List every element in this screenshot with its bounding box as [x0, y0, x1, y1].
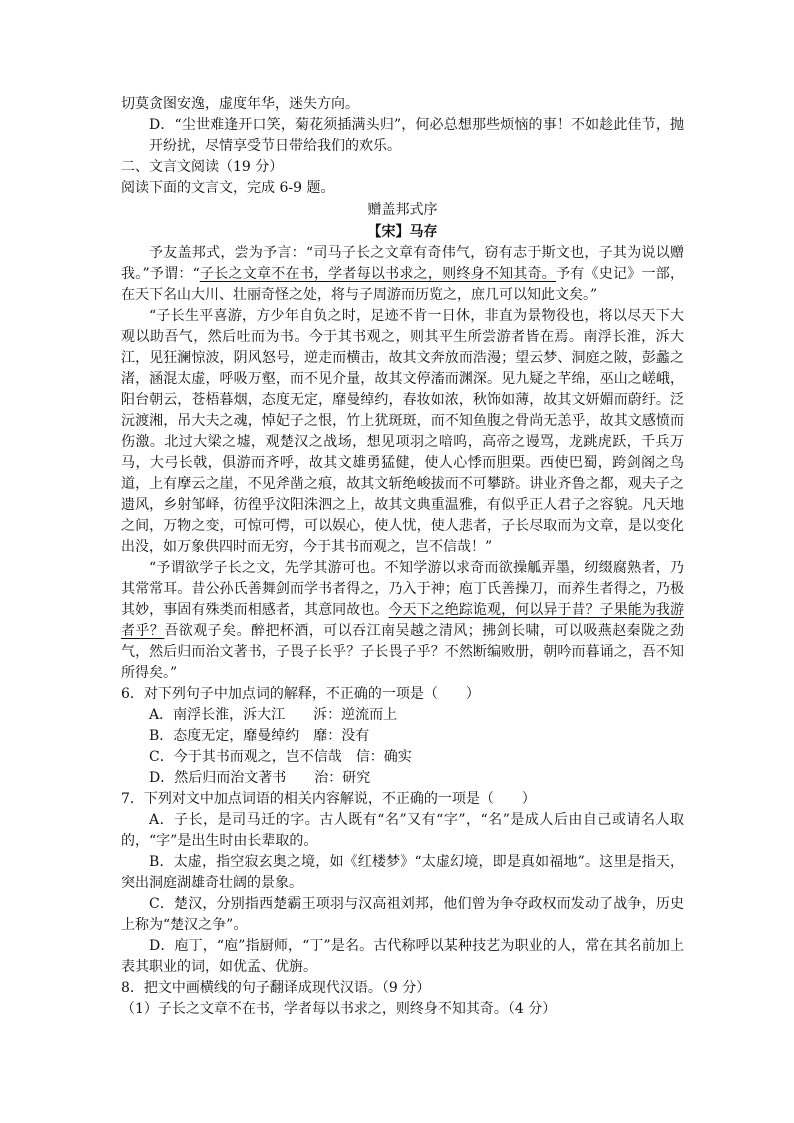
question-7-stem: 7．下列对文中加点词语的相关内容解说，不正确的一项是（ ）: [121, 791, 536, 807]
paragraph-1-text-a: 予友盖邦式，尝为予言：“司马子长之文章有奇伟气，窃有志于斯文也，子其为说以赠我。”予谓：“: [121, 245, 684, 282]
question-6-option-b: B．态度无定，靡曼绰约 靡：没有: [149, 728, 370, 744]
question-8-sub-1: （1）子长之文章不在书，学者每以书求之，则终身不知其奇。（4 分）: [121, 1001, 557, 1017]
article-paragraph-3: [121, 558, 684, 684]
underlined-sentence-2: 今天下之绝踪诡观，何以异于昔？子果能为我游者乎？: [121, 602, 685, 639]
paragraph-3-text-a: “予谓欲学子长之文，先学其游可也。不知学游以求奇而欲操觚弄墨，纫缀腐熟者，乃其常常耳。昔公孙氏善舞剑而学书者得之，乃入于神；庖丁氏善操刀，而养生者得之，乃极其妙，事固有殊类而相感者，其意同故也。: [121, 560, 684, 618]
question-7-option-c: C．楚汉，分别指西楚霸王项羽与汉高祖刘邦，他们曾为争夺政权而发动了战争，历史上称为“楚汉之争”。: [121, 896, 684, 933]
underlined-sentence-1: 子长之文章不在书，学者每以书求之，则终身不知其奇。: [199, 266, 557, 282]
paragraph-3-text-b: 吾欲观子矣。醉把杯酒，可以吞江南吴越之清风；拂剑长啸，可以吸燕赵秦陇之劲气，然后归而治文著书，子畏子长乎？子长畏子乎？不然断编败册，朝吟而暮诵之，吾不知所得矣。”: [121, 623, 684, 681]
paragraph-1-text-b: 予有《史记》一部，在天下名山大川、壮丽奇怪之处，将与子周游而历览之，庶几可以知此文矣。”: [121, 266, 684, 303]
question-6-option-c: C．今于其书而观之，岂不信哉 信：确实: [149, 749, 412, 765]
article-title: 赠盖邦式序: [367, 202, 438, 218]
question-6-stem: 6．对下列句子中加点词的解释，不正确的一项是（ ）: [121, 686, 480, 702]
article-author: 【宋】马存: [367, 224, 438, 240]
section-instruction: 阅读下面的文言文，完成 6-9 题。: [121, 180, 335, 196]
question-7-option-a: A．子长，是司马迁的字。古人既有“名”又有“字”，“名”是成人后由自己或请名人取的，“字”是出生时由长辈取的。: [121, 812, 684, 849]
question-6-option-a: A．南浮长淮，泝大江 泝：逆流而上: [149, 707, 398, 723]
option-d-previous-question: D．“尘世难逢开口笑，菊花须插满头归”，何必总想那些烦恼的事！不如趁此佳节，抛开纷扰，尽情享受节日带给我们的欢乐。: [149, 117, 684, 154]
continued-text-line: 切莫贪图安逸，虚度年华，迷失方向。: [121, 96, 359, 112]
question-6-option-d: D．然后归而治文著书 治：研究: [149, 770, 371, 786]
section-heading: 二、文言文阅读（19 分）: [121, 159, 284, 175]
question-7-option-d: D．庖丁，“庖”指厨师，“丁”是名。古代称呼以某种技艺为职业的人，常在其名前加上表其职业的词，如优孟、优旃。: [121, 938, 684, 975]
question-8-stem: 8．把文中画横线的句子翻译成现代汉语。（9 分）: [121, 980, 431, 996]
article-paragraph-1: [121, 243, 684, 306]
article-paragraph-2: “子长生平喜游，方少年自负之时，足迹不肯一日休，非直为景物役也，将以尽天下大观以助吾气，然后吐而为书。今于其书观之，则其平生所尝游者皆在焉。南浮长淮，泝大江，见狂澜惊波，阴风怒号，逆走而横击，故其文奔放而浩漫；望云梦、洞庭之陂，彭蠡之渚，涵混太虚，呼吸万壑，而不见介量，故其文停滀而渊深。见九疑之芊绵，巫山之嵯峨，阳台朝云，苍梧暮烟，态度无定，靡曼绰约，春妆如浓，秋饰如薄，故其文妍媚而蔚纡。泛沅渡湘，吊大夫之魂，悼妃子之恨，竹上犹斑斑，而不知鱼腹之骨尚无恙乎，故其文感愤而伤激。北过大梁之墟，观楚汉之战场，想见项羽之喑呜，高帝之谩骂，龙跳虎跃，千兵万马，大弓长戟，俱游而齐呼，故其文雄勇猛健，使人心悸而胆栗。西使巴蜀，跨剑阁之鸟道，上有摩云之崖，不见斧凿之痕，故其文斩绝峻拔而不可攀跻。讲业齐鲁之都，观夫子之遗风，乡射邹峄，彷徨乎汶阳洙泗之上，故其文典重温雅，有似乎正人君子之容貌。凡天地之间，万物之变，可惊可愕，可以娱心，使人忧，使人悲者，子长尽取而为文章，是以变化出没，如万象供四时而无穷，今于其书而观之，岂不信哉！”: [121, 308, 684, 555]
question-7-option-b: B．太虚，指空寂玄奥之境，如《红楼梦》“太虚幻境，即是真如福地”。这里是指天，突出洞庭湖雄奇壮阔的景象。: [121, 854, 684, 891]
